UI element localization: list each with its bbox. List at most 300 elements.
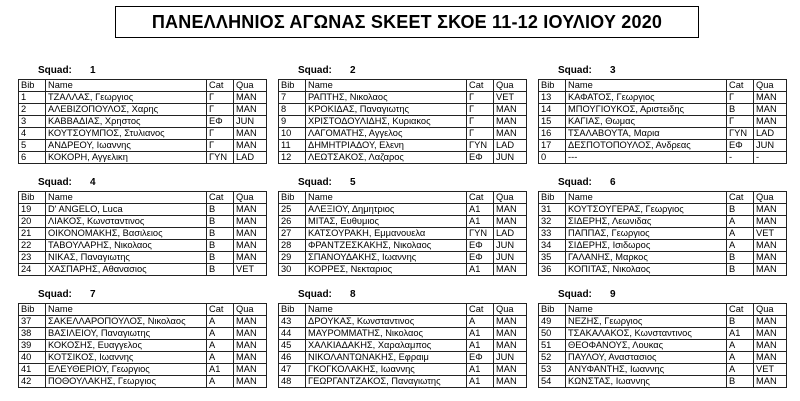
squad-table bbox=[538, 303, 787, 388]
column-header-qua: Qua bbox=[234, 192, 267, 204]
cell-qua: MAN bbox=[754, 376, 787, 388]
table-header-row bbox=[279, 192, 527, 204]
cell-name: ΚΡΟΚΙΔΑΣ, Παναγιωτης bbox=[306, 104, 467, 116]
column-header-qua: Qua bbox=[754, 192, 787, 204]
cell-name: ΣΙΔΕΡΗΣ, Λεωνιδας bbox=[566, 216, 727, 228]
table-row bbox=[19, 340, 267, 352]
cell-bib: 28 bbox=[279, 240, 306, 252]
table-row bbox=[539, 216, 787, 228]
cell-bib: 34 bbox=[539, 240, 566, 252]
cell-name: ΤΑΒΟΥΛΑΡΗΣ, Νικολαος bbox=[46, 240, 207, 252]
cell-name: ΤΖΑΛΛΑΣ, Γεωργιος bbox=[46, 92, 207, 104]
cell-name: ΛΑΓΟΜΑΤΗΣ, Αγγελος bbox=[306, 128, 467, 140]
squad-label: Squad: bbox=[298, 177, 332, 188]
cell-bib: 38 bbox=[19, 328, 46, 340]
table-row bbox=[539, 240, 787, 252]
cell-qua: LAD bbox=[494, 140, 527, 152]
cell-qua: VET bbox=[234, 264, 267, 276]
column-header-cat: Cat bbox=[727, 304, 754, 316]
cell-name: ΚΟΥΤΣΟΥΓΕΡΑΣ, Γεωργιος bbox=[566, 204, 727, 216]
cell-cat: Γ bbox=[207, 92, 234, 104]
cell-name: --- bbox=[566, 152, 727, 164]
cell-bib: 42 bbox=[19, 376, 46, 388]
cell-qua: MAN bbox=[754, 316, 787, 328]
column-header-qua: Qua bbox=[754, 80, 787, 92]
cell-qua: MAN bbox=[494, 128, 527, 140]
column-header-name: Name bbox=[566, 192, 727, 204]
cell-name: ΚΟΚΟΡΗ, Αγγελικη bbox=[46, 152, 207, 164]
cell-qua: MAN bbox=[754, 204, 787, 216]
cell-cat: Α1 bbox=[467, 264, 494, 276]
cell-cat: Β bbox=[207, 252, 234, 264]
cell-cat: Α bbox=[207, 352, 234, 364]
cell-cat: Α bbox=[727, 228, 754, 240]
table-row bbox=[539, 352, 787, 364]
column-header-bib: Bib bbox=[19, 192, 46, 204]
table-row bbox=[279, 376, 527, 388]
cell-qua: JUN bbox=[494, 252, 527, 264]
cell-qua: LAD bbox=[494, 228, 527, 240]
cell-qua: MAN bbox=[234, 252, 267, 264]
cell-name: ΠΟΘΟΥΛΑΚΗΣ, Γεωργιος bbox=[46, 376, 207, 388]
cell-name: ΣΑΚΕΛΛΑΡΟΠΟΥΛΟΣ, Νικολαος bbox=[46, 316, 207, 328]
squad-label: Squad: bbox=[298, 289, 332, 300]
cell-bib: 0 bbox=[539, 152, 566, 164]
column-header-qua: Qua bbox=[494, 80, 527, 92]
cell-cat: Γ bbox=[207, 104, 234, 116]
cell-bib: 15 bbox=[539, 116, 566, 128]
cell-name: ΑΝΔΡΕΟΥ, Ιωαννης bbox=[46, 140, 207, 152]
page-title bbox=[115, 6, 699, 38]
cell-qua: MAN bbox=[494, 340, 527, 352]
squad-header bbox=[18, 176, 258, 191]
cell-cat: Α bbox=[467, 316, 494, 328]
cell-bib: 24 bbox=[19, 264, 46, 276]
cell-qua: LAD bbox=[234, 152, 267, 164]
cell-cat: Α bbox=[207, 376, 234, 388]
cell-name: ΚΑΓΙΑΣ, Θωμας bbox=[566, 116, 727, 128]
column-header-qua: Qua bbox=[234, 80, 267, 92]
squad-number: 5 bbox=[350, 177, 356, 188]
cell-name: ΜΑΥΡΟΜΜΑΤΗΣ, Νικολαος bbox=[306, 328, 467, 340]
cell-bib: 51 bbox=[539, 340, 566, 352]
cell-cat: Γ bbox=[467, 116, 494, 128]
cell-bib: 52 bbox=[539, 352, 566, 364]
cell-bib: 17 bbox=[539, 140, 566, 152]
cell-cat: Β bbox=[727, 104, 754, 116]
squad-header bbox=[278, 288, 518, 303]
table-row bbox=[279, 240, 527, 252]
cell-qua: MAN bbox=[754, 252, 787, 264]
cell-qua: MAN bbox=[754, 104, 787, 116]
table-row bbox=[279, 216, 527, 228]
cell-cat: Β bbox=[207, 264, 234, 276]
table-row bbox=[539, 252, 787, 264]
column-header-name: Name bbox=[566, 304, 727, 316]
cell-name: ΝΕΖΗΣ, Γεωργιος bbox=[566, 316, 727, 328]
cell-bib: 26 bbox=[279, 216, 306, 228]
cell-bib: 48 bbox=[279, 376, 306, 388]
cell-name: ΛΙΑΚΟΣ, Κωνσταντινος bbox=[46, 216, 207, 228]
column-header-name: Name bbox=[306, 304, 467, 316]
cell-bib: 54 bbox=[539, 376, 566, 388]
table-row bbox=[539, 128, 787, 140]
cell-cat: ΕΦ bbox=[467, 240, 494, 252]
table-row bbox=[279, 340, 527, 352]
cell-bib: 37 bbox=[19, 316, 46, 328]
squad-header bbox=[538, 288, 778, 303]
cell-cat: Α1 bbox=[207, 364, 234, 376]
cell-name: ΚΟΥΤΣΟΥΜΠΟΣ, Στυλιανος bbox=[46, 128, 207, 140]
table-row bbox=[19, 264, 267, 276]
cell-qua: VET bbox=[494, 92, 527, 104]
table-row bbox=[539, 116, 787, 128]
cell-bib: 35 bbox=[539, 252, 566, 264]
column-header-qua: Qua bbox=[234, 304, 267, 316]
table-row bbox=[539, 104, 787, 116]
cell-bib: 9 bbox=[279, 116, 306, 128]
cell-bib: 36 bbox=[539, 264, 566, 276]
cell-cat: ΓΥΝ bbox=[467, 140, 494, 152]
squad-table bbox=[18, 79, 267, 164]
cell-name: ΠΑΠΠΑΣ, Γεωργιος bbox=[566, 228, 727, 240]
cell-qua: MAN bbox=[494, 116, 527, 128]
cell-cat: Α bbox=[727, 216, 754, 228]
squad-header bbox=[18, 288, 258, 303]
table-row bbox=[19, 228, 267, 240]
column-header-cat: Cat bbox=[207, 304, 234, 316]
cell-qua: JUN bbox=[494, 152, 527, 164]
table-row bbox=[279, 152, 527, 164]
cell-cat: ΕΦ bbox=[207, 116, 234, 128]
cell-name: ΧΑΣΠΑΡΗΣ, Αθανασιος bbox=[46, 264, 207, 276]
table-row bbox=[279, 252, 527, 264]
table-row bbox=[19, 152, 267, 164]
table-row bbox=[539, 92, 787, 104]
table-row bbox=[539, 328, 787, 340]
cell-name: ΚΟΚΟΣΗΣ, Ευαγγελος bbox=[46, 340, 207, 352]
column-header-cat: Cat bbox=[467, 80, 494, 92]
table-row bbox=[539, 228, 787, 240]
cell-bib: 53 bbox=[539, 364, 566, 376]
cell-qua: MAN bbox=[234, 376, 267, 388]
cell-name: ΦΡΑΝΤΖΕΣΚΑΚΗΣ, Νικολαος bbox=[306, 240, 467, 252]
cell-bib: 40 bbox=[19, 352, 46, 364]
cell-name: ΝΙΚΟΛΑΝΤΩΝΑΚΗΣ, Εφραιμ bbox=[306, 352, 467, 364]
cell-bib: 29 bbox=[279, 252, 306, 264]
cell-bib: 46 bbox=[279, 352, 306, 364]
squad-8 bbox=[278, 288, 518, 388]
squad-4 bbox=[18, 176, 258, 276]
squad-5 bbox=[278, 176, 518, 276]
cell-cat: Β bbox=[207, 216, 234, 228]
column-header-bib: Bib bbox=[539, 192, 566, 204]
cell-qua: JUN bbox=[754, 140, 787, 152]
cell-cat: Α bbox=[727, 352, 754, 364]
cell-cat: Γ bbox=[207, 140, 234, 152]
cell-name: ΕΛΕΥΘΕΡΙΟΥ, Γεωργιος bbox=[46, 364, 207, 376]
squad-label: Squad: bbox=[558, 289, 592, 300]
cell-bib: 47 bbox=[279, 364, 306, 376]
cell-qua: MAN bbox=[754, 240, 787, 252]
table-row bbox=[539, 364, 787, 376]
squad-table bbox=[18, 303, 267, 388]
column-header-name: Name bbox=[306, 80, 467, 92]
table-row bbox=[19, 128, 267, 140]
cell-cat: Γ bbox=[467, 104, 494, 116]
cell-qua: MAN bbox=[234, 140, 267, 152]
cell-cat: Γ bbox=[727, 92, 754, 104]
squad-header bbox=[538, 64, 778, 79]
cell-cat: ΕΦ bbox=[727, 140, 754, 152]
table-row bbox=[19, 364, 267, 376]
cell-bib: 27 bbox=[279, 228, 306, 240]
cell-cat: Α1 bbox=[467, 216, 494, 228]
cell-qua: MAN bbox=[494, 376, 527, 388]
table-row bbox=[19, 92, 267, 104]
column-header-cat: Cat bbox=[727, 192, 754, 204]
table-row bbox=[279, 316, 527, 328]
cell-qua: MAN bbox=[234, 228, 267, 240]
cell-name: ΓΚΟΓΚΟΛΑΚΗΣ, Ιωαννης bbox=[306, 364, 467, 376]
cell-bib: 16 bbox=[539, 128, 566, 140]
table-header-row bbox=[539, 304, 787, 316]
cell-qua: MAN bbox=[754, 92, 787, 104]
squad-number: 6 bbox=[610, 177, 616, 188]
cell-qua: MAN bbox=[234, 92, 267, 104]
squad-table bbox=[538, 191, 787, 276]
table-row bbox=[279, 228, 527, 240]
cell-qua: MAN bbox=[234, 364, 267, 376]
cell-cat: Α1 bbox=[467, 340, 494, 352]
cell-cat: - bbox=[727, 152, 754, 164]
cell-qua: MAN bbox=[234, 128, 267, 140]
column-header-bib: Bib bbox=[279, 192, 306, 204]
cell-bib: 5 bbox=[19, 140, 46, 152]
cell-bib: 8 bbox=[279, 104, 306, 116]
squad-3 bbox=[538, 64, 778, 164]
table-row bbox=[19, 352, 267, 364]
cell-qua: MAN bbox=[234, 216, 267, 228]
cell-bib: 25 bbox=[279, 204, 306, 216]
cell-cat: Α bbox=[207, 328, 234, 340]
table-row bbox=[539, 376, 787, 388]
cell-name: ΘΕΟΦΑΝΟΥΣ, Λουκας bbox=[566, 340, 727, 352]
cell-bib: 21 bbox=[19, 228, 46, 240]
table-row bbox=[19, 104, 267, 116]
table-row bbox=[539, 152, 787, 164]
cell-cat: Γ bbox=[467, 128, 494, 140]
cell-name: ΠΑΥΛΟΥ, Αναστασιος bbox=[566, 352, 727, 364]
cell-qua: LAD bbox=[754, 128, 787, 140]
cell-name: ΟΙΚΟΝΟΜΑΚΗΣ, Βασιλειος bbox=[46, 228, 207, 240]
cell-qua: JUN bbox=[234, 116, 267, 128]
cell-cat: Α1 bbox=[467, 328, 494, 340]
table-row bbox=[19, 204, 267, 216]
table-header-row bbox=[19, 80, 267, 92]
cell-name: ΑΛΕΒΙΖΟΠΟΥΛΟΣ, Χαρης bbox=[46, 104, 207, 116]
cell-qua: MAN bbox=[234, 340, 267, 352]
cell-qua: VET bbox=[754, 228, 787, 240]
column-header-bib: Bib bbox=[539, 304, 566, 316]
table-row bbox=[279, 92, 527, 104]
cell-qua: MAN bbox=[754, 264, 787, 276]
column-header-qua: Qua bbox=[494, 192, 527, 204]
cell-name: ΚΑΒΒΑΔΙΑΣ, Χρηστος bbox=[46, 116, 207, 128]
squad-number: 9 bbox=[610, 289, 616, 300]
cell-name: ΧΑΛΚΙΑΔΑΚΗΣ, Χαραλαμπος bbox=[306, 340, 467, 352]
table-row bbox=[19, 316, 267, 328]
squad-header bbox=[278, 176, 518, 191]
column-header-cat: Cat bbox=[207, 192, 234, 204]
cell-cat: Α1 bbox=[467, 376, 494, 388]
cell-qua: MAN bbox=[494, 264, 527, 276]
table-row bbox=[539, 204, 787, 216]
table-row bbox=[539, 316, 787, 328]
column-header-name: Name bbox=[46, 80, 207, 92]
cell-name: ΚΟΡΡΕΣ, Νεκταριος bbox=[306, 264, 467, 276]
squad-number: 4 bbox=[90, 177, 96, 188]
table-row bbox=[279, 328, 527, 340]
cell-qua: - bbox=[754, 152, 787, 164]
cell-bib: 11 bbox=[279, 140, 306, 152]
cell-bib: 45 bbox=[279, 340, 306, 352]
table-row bbox=[19, 216, 267, 228]
cell-name: ΤΣΑΚΑΛΑΚΟΣ, Κωνσταντινος bbox=[566, 328, 727, 340]
cell-bib: 2 bbox=[19, 104, 46, 116]
table-row bbox=[279, 116, 527, 128]
cell-bib: 10 bbox=[279, 128, 306, 140]
squad-label: Squad: bbox=[298, 65, 332, 76]
squad-table bbox=[278, 191, 527, 276]
column-header-cat: Cat bbox=[727, 80, 754, 92]
squad-table bbox=[538, 79, 787, 164]
cell-name: ΣΠΑΝΟΥΔΑΚΗΣ, Ιωαννης bbox=[306, 252, 467, 264]
cell-qua: JUN bbox=[494, 352, 527, 364]
cell-name: ΓΑΛΑΝΗΣ, Μαρκος bbox=[566, 252, 727, 264]
cell-cat: Β bbox=[727, 204, 754, 216]
cell-bib: 19 bbox=[19, 204, 46, 216]
squad-number: 7 bbox=[90, 289, 96, 300]
squad-table bbox=[18, 191, 267, 276]
cell-name: ΤΣΑΛΑΒΟΥΤΑ, Μαρια bbox=[566, 128, 727, 140]
cell-qua: MAN bbox=[754, 328, 787, 340]
cell-bib: 44 bbox=[279, 328, 306, 340]
cell-qua: MAN bbox=[494, 328, 527, 340]
squad-2 bbox=[278, 64, 518, 164]
cell-qua: MAN bbox=[754, 352, 787, 364]
cell-cat: Α1 bbox=[467, 204, 494, 216]
table-header-row bbox=[19, 192, 267, 204]
cell-cat: Β bbox=[727, 316, 754, 328]
table-header-row bbox=[279, 304, 527, 316]
cell-qua: MAN bbox=[234, 328, 267, 340]
table-row bbox=[279, 364, 527, 376]
squad-header bbox=[538, 176, 778, 191]
cell-cat: ΕΦ bbox=[467, 152, 494, 164]
column-header-name: Name bbox=[566, 80, 727, 92]
table-row bbox=[279, 104, 527, 116]
column-header-bib: Bib bbox=[279, 304, 306, 316]
squad-header bbox=[278, 64, 518, 79]
cell-cat: ΕΦ bbox=[467, 352, 494, 364]
cell-name: ΔΗΜΗΤΡΙΑΔΟΥ, Ελενη bbox=[306, 140, 467, 152]
cell-cat: ΓΥΝ bbox=[207, 152, 234, 164]
cell-name: ΚΟΤΣΙΚΟΣ, Ιωαννης bbox=[46, 352, 207, 364]
squad-label: Squad: bbox=[38, 289, 72, 300]
cell-qua: MAN bbox=[494, 316, 527, 328]
cell-name: ΓΕΩΡΓΑΝΤΖΑΚΟΣ, Παναγιωτης bbox=[306, 376, 467, 388]
cell-name: ΑΝΥΦΑΝΤΗΣ, Ιωαννης bbox=[566, 364, 727, 376]
table-header-row bbox=[539, 192, 787, 204]
column-header-bib: Bib bbox=[19, 80, 46, 92]
cell-qua: MAN bbox=[234, 104, 267, 116]
table-row bbox=[539, 340, 787, 352]
cell-qua: MAN bbox=[494, 104, 527, 116]
column-header-name: Name bbox=[306, 192, 467, 204]
cell-name: ΒΑΣΙΛΕΙΟΥ, Παναγιωτης bbox=[46, 328, 207, 340]
cell-name: ΑΛΕΞΙΟΥ, Δημητριος bbox=[306, 204, 467, 216]
table-header-row bbox=[279, 80, 527, 92]
cell-bib: 39 bbox=[19, 340, 46, 352]
table-row bbox=[19, 328, 267, 340]
table-row bbox=[279, 204, 527, 216]
page-title-text: ΠΑΝΕΛΛΗΝΙΟΣ ΑΓΩΝΑΣ SKEET ΣΚΟΕ 11-12 ΙΟΥΛΙΟΥ 2020 bbox=[151, 11, 663, 32]
cell-qua: MAN bbox=[494, 204, 527, 216]
cell-cat: Β bbox=[727, 252, 754, 264]
cell-qua: MAN bbox=[234, 316, 267, 328]
squad-number: 3 bbox=[610, 65, 616, 76]
column-header-name: Name bbox=[46, 192, 207, 204]
table-header-row bbox=[19, 304, 267, 316]
cell-cat: ΓΥΝ bbox=[467, 228, 494, 240]
cell-cat: Α1 bbox=[467, 364, 494, 376]
cell-bib: 20 bbox=[19, 216, 46, 228]
cell-name: ΔΕΣΠΟΤΟΠΟΥΛΟΣ, Ανδρεας bbox=[566, 140, 727, 152]
squad-number: 1 bbox=[90, 65, 96, 76]
cell-name: ΝΙΚΑΣ, Παναγιωτης bbox=[46, 252, 207, 264]
cell-name: D' ANGELO, Luca bbox=[46, 204, 207, 216]
squad-9 bbox=[538, 288, 778, 388]
squad-6 bbox=[538, 176, 778, 276]
squad-number: 2 bbox=[350, 65, 356, 76]
cell-name: ΜΙΤΑΣ, Ευθυμιος bbox=[306, 216, 467, 228]
cell-qua: VET bbox=[754, 364, 787, 376]
cell-bib: 43 bbox=[279, 316, 306, 328]
squad-header bbox=[18, 64, 258, 79]
column-header-bib: Bib bbox=[279, 80, 306, 92]
cell-cat: Γ bbox=[467, 92, 494, 104]
cell-name: ΚΑΦΑΤΟΣ, Γεωργιος bbox=[566, 92, 727, 104]
cell-qua: MAN bbox=[494, 216, 527, 228]
cell-name: ΚΩΝΣΤΑΣ, Ιωαννης bbox=[566, 376, 727, 388]
column-header-cat: Cat bbox=[467, 304, 494, 316]
cell-cat: Α bbox=[207, 340, 234, 352]
table-row bbox=[19, 116, 267, 128]
squad-table bbox=[278, 79, 527, 164]
squad-table bbox=[278, 303, 527, 388]
cell-cat: Α bbox=[727, 340, 754, 352]
cell-cat: Γ bbox=[727, 116, 754, 128]
column-header-cat: Cat bbox=[467, 192, 494, 204]
cell-bib: 7 bbox=[279, 92, 306, 104]
table-row bbox=[279, 264, 527, 276]
cell-cat: Β bbox=[207, 240, 234, 252]
cell-cat: Γ bbox=[207, 128, 234, 140]
table-row bbox=[19, 140, 267, 152]
cell-cat: Β bbox=[207, 204, 234, 216]
cell-bib: 14 bbox=[539, 104, 566, 116]
